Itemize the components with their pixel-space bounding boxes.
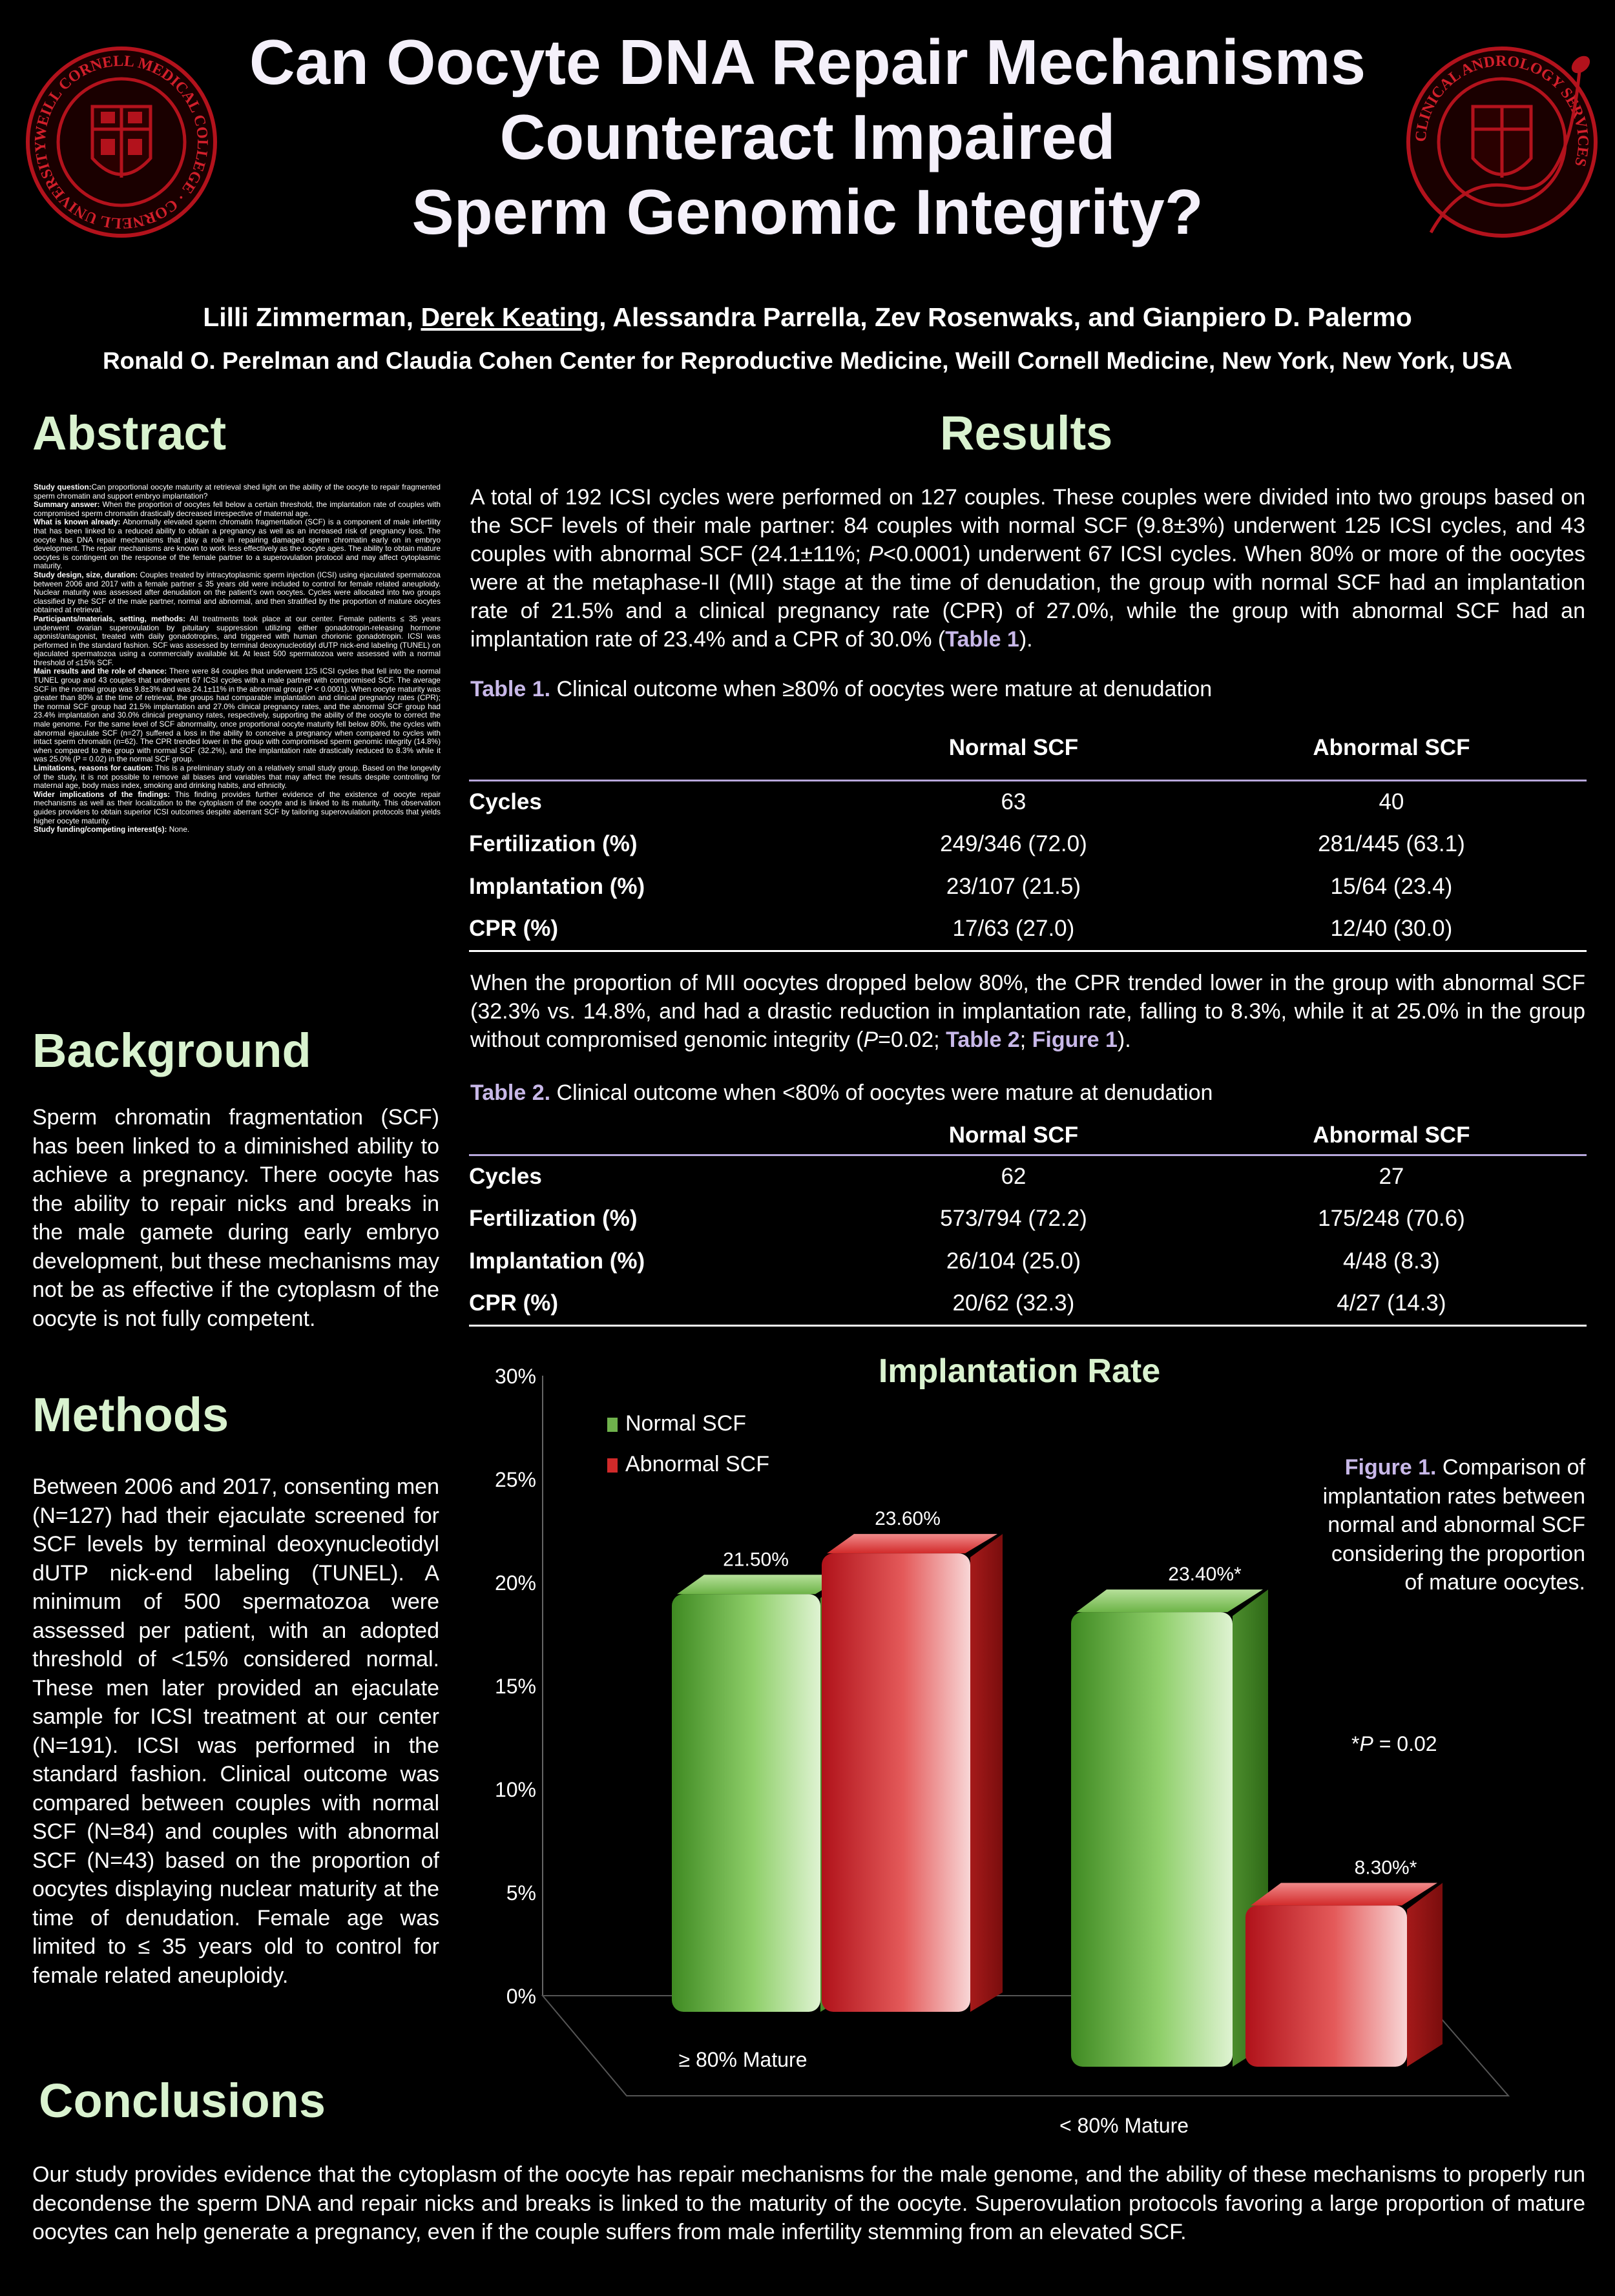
abstract-paragraph <box>34 791 441 825</box>
bar-front-face <box>1245 1905 1407 2067</box>
presenting-author: Derek Keating <box>421 302 599 332</box>
conclusions-heading: Conclusions <box>39 2074 326 2127</box>
table1 <box>469 735 1587 952</box>
table2-col-normal: Normal SCF <box>948 1122 1079 1148</box>
abstract-paragraph-label: What is known already: <box>34 517 121 527</box>
title-line-1: Can Oocyte DNA Repair Mechanisms <box>249 26 1366 98</box>
abstract-paragraph <box>34 764 441 791</box>
table-row: Cycles 63 40 <box>469 789 1404 814</box>
abstract-paragraph <box>34 667 441 764</box>
background-text: Sperm chromatin fragmentation (SCF) has been linked to a diminished ability to achieve a pregnancy. There oocyte has the ability to repair nicks and breaks in the male gamete during early embryo development, but these mechanisms may not be as effective if the cytoplasm of the oocyte is not fully competent. <box>32 1105 439 1331</box>
bar-top-face <box>1076 1589 1263 1612</box>
bar-side-face <box>1407 1883 1443 2067</box>
chart-title: Implantation Rate <box>878 1352 1161 1390</box>
abstract-paragraph-text: Couples treated by intracytoplasmic sperm injection (ICSI) using ejaculated spermatozoa between 2006 and 2017 with a female partner ≤ 35 years old were included to control for female related aneuploidy. Nuclear maturity was assessed after denudation on the patient's own oocytes. Cycles were allocated into two groups classified by the SCF of the male partner, normal and abnormal, and then stratified by the proportion of mature oocytes obtained at retrieval. <box>34 570 441 615</box>
table2-caption: Table 2. Clinical outcome when <80% of oocytes were mature at denudation <box>470 1081 1213 1105</box>
y-tick-label: 0% <box>506 1985 536 2008</box>
y-tick-label: 15% <box>494 1675 536 1698</box>
bar-side-face <box>970 1534 1003 2012</box>
abstract-paragraph <box>34 615 441 668</box>
table2-col-0 <box>469 1117 831 1155</box>
abstract-paragraph-text: This finding provides further evidence of the existence of oocyte repair mechanisms as well as their localization to the cytoplasm of the oocyte and is linked to its maturity. This observation guides providers to obtain superior ICSI outcomes despite aberrant SCF by tailoring superovulation protocols that yields higher oocyte maturity. <box>34 789 441 825</box>
table1-col-normal: Normal SCF <box>948 735 1079 760</box>
title-line-3: Sperm Genomic Integrity? <box>412 176 1203 247</box>
y-tick-label: 25% <box>494 1468 536 1491</box>
chart-bar-normal-1 <box>1071 1589 1268 2067</box>
methods-heading: Methods <box>32 1388 229 1442</box>
abstract-heading: Abstract <box>32 406 227 460</box>
poster-title <box>0 25 1615 249</box>
legend-swatch-abnormal <box>607 1458 618 1473</box>
abstract-paragraph-text: Abnormally elevated sperm chromatin fragmentation (SCF) is a component of male infertility that has been linked to a reduced ability to obtain a pregnancy as well as an increased risk of pregnancy loss. The oocyte has DNA repair mechanisms that play a role in repairing damaged sperm chromatin early on in embryo development. The repair mechanisms are known to work less effectively as the oocyte ages. The ability to obtain mature oocytes is contingent on the response of the female partner to a superovulation protocol and may affect cytoplasmic maturity. <box>34 517 441 571</box>
table-row: Fertilization (%) 573/794 (72.2) 175/248 (70.6) <box>469 1206 1465 1231</box>
y-tick-label: 10% <box>494 1778 536 1801</box>
abstract-paragraph-text: There were 84 couples that underwent 125 ICSI cycles that fell into the normal TUNEL group and 43 couples that underwent 67 ICSI cycles with a male partner with compromised SCF. The average SCF in the normal group was 9.8±3% and was 24.1±11% in the abnormal group (P < 0.0001). When oocyte maturity was greater than 80% at the time of retrieval, the groups had comparable implantation and clinical pregnancy rates (CPR); the normal SCF group had 21.5% implantation and 27.0% clinical pregnancy rates, and the abnormal SCF group had 23.4% implantation and 30.0% clinical pregnancy rates, respectively, supporting the ability of the oocyte to correct the male genome. For the same level of SCF abnormality, once proportional oocyte maturity fell below 80%, the cycles with abnormal ejaculate SCF (n=27) suffered a loss in the ability to conceive a pregnancy when compared to cycles with intact sperm chromatin (n=62). The CPR trended lower in the group with compromised sperm genomic integrity (14.8%) when compared to the group with normal SCF (32.2%), and the implantation rate drastically reduced to 8.3% while it was 25.0% (P = 0.02) in the normal SCF group. <box>34 667 441 764</box>
authors: Lilli Zimmerman, Derek Keating, Alessandra Parrella, Zev Rosenwaks, and Gianpiero D. Palermo <box>203 302 1412 332</box>
x-category-label: ≥ 80% Mature <box>678 2048 808 2071</box>
bar-data-label: 23.40%* <box>1168 1564 1242 1586</box>
abstract-paragraph-text: This is a preliminary study on a relatively small study group. Based on the longevity of the study, it is not possible to remove all biases and variables that may affect the results despite controlling for maternal age, body mass index, smoking and drinking habits, and ethnicity. <box>34 763 441 791</box>
table-row: Implantation (%) 26/104 (25.0) 4/48 (8.3) <box>469 1248 1440 1274</box>
abstract-paragraph <box>34 501 441 518</box>
abstract-paragraph-label: Study question: <box>34 482 92 491</box>
abstract-paragraph-label: Participants/materials, setting, methods: <box>34 614 186 623</box>
table1-caption: Table 1. Clinical outcome when ≥80% of oocytes were mature at denudation <box>470 677 1213 701</box>
table1-col-abnormal: Abnormal SCF <box>1313 735 1470 760</box>
abstract-paragraph-label: Limitations, reasons for caution: <box>34 763 153 772</box>
abstract-paragraph-label: Main results and the role of chance: <box>34 667 167 676</box>
title-line-2: Counteract Impaired <box>499 101 1116 172</box>
legend-swatch-normal <box>607 1418 618 1432</box>
y-tick-label: 20% <box>494 1571 536 1595</box>
abstract-body <box>34 483 441 834</box>
right-logo-text: CLINICAL ANDROLOGY SERVICES <box>1412 52 1592 169</box>
bar-front-face <box>822 1553 970 2012</box>
table2-col-abnormal: Abnormal SCF <box>1313 1122 1470 1148</box>
legend-label-normal: Normal SCF <box>625 1411 747 1436</box>
bar-data-label: 8.30%* <box>1354 1857 1417 1879</box>
abstract-paragraph-label: Study funding/competing interest(s): <box>34 825 167 834</box>
table1-col-0 <box>469 735 831 780</box>
abstract-paragraph-text: When the proportion of oocytes fell below a certain threshold, the implantation rate of couples with compromised sperm chromatin drastically decreased irrespective of maternal age. <box>34 500 441 518</box>
table-row: Fertilization (%) 249/346 (72.0) 281/445 (63.1) <box>469 831 1465 856</box>
abstract-paragraph-label: Wider implications of the findings: <box>34 789 171 799</box>
abstract-paragraph-label: Summary answer: <box>34 500 100 510</box>
table-row: CPR (%) 17/63 (27.0) 12/40 (30.0) <box>469 908 1587 951</box>
chart-legend <box>607 1411 769 1476</box>
bar-top-face <box>827 1534 997 1553</box>
methods-text: Between 2006 and 2017, consenting men (N=127) had their ejaculate screened for SCF levels by terminal deoxynucleotidyl dUTP nick-end labeling (TUNEL). A minimum of 500 spermatozoa were assessed per patient, with an adopted threshold of <15% considered normal. These men later provided an ejaculate sample for ICSI treatment at our center (N=191). ICSI was performed in the standard fashion. Clinical outcome was compared between couples with normal SCF (N=84) and couples with abnormal SCF (N=43) based on the proportion of oocytes displaying nuclear maturity at the time of denudation. Female age was limited to ≤ 35 years old to control for female related aneuploidy. <box>32 1474 439 1988</box>
abstract-paragraph <box>34 518 441 571</box>
chart-bar-abnormal-0 <box>822 1534 1003 2012</box>
abstract-paragraph <box>34 825 441 834</box>
results-paragraph-1: A total of 192 ICSI cycles were performed on 127 couples. These couples were divided into two groups based on the SCF levels of their male partner: 84 couples with normal SCF (9.8±3%) underwent 125 ICSI cycles, and 43 couples with abnormal SCF (24.1±11%; P<0.0001) underwent 67 ICSI cycles. When 80% or more of the oocytes were at the metaphase-II (MII) stage at the time of denudation, the group with normal SCF had an implantation rate of 21.5% and a clinical pregnancy rate (CPR) of 27.0%, while the group with abnormal SCF had an implantation rate of 23.4% and a CPR of 30.0% (Table 1). <box>470 485 1585 652</box>
bar-front-face <box>1071 1612 1233 2067</box>
x-category-label: < 80% Mature <box>1059 2114 1189 2137</box>
bar-top-face <box>1251 1883 1437 1905</box>
table-row: Cycles 62 27 <box>469 1163 1404 1189</box>
table2 <box>469 1117 1587 1327</box>
abstract-paragraph-text: All treatments took place at our center. Female patients ≤ 35 years underwent ovarian superovulation by pituitary suppression utilizing either gonadotropin-releasing hormone agonist/antagonist, treated with daily gonadotropins, and triggered with human chorionic gonadotropin. ICSI was performed in the standard fashion. SCF was assessed by terminal deoxynucleotidyl dUTP nick-end labeling (TUNEL) on ejaculated spermatozoa using a commercially available kit. At least 500 spermatozoa were assessed with a normal threshold of ≤15% SCF. <box>34 614 441 667</box>
legend-label-abnormal: Abnormal SCF <box>625 1452 769 1476</box>
figure1-caption: Figure 1. Comparison of implantation rates between normal and abnormal SCF considering the proportion of mature oocytes. <box>1322 1455 1585 1595</box>
chart-bar-abnormal-1 <box>1245 1883 1443 2067</box>
background-heading: Background <box>32 1024 311 1077</box>
left-logo-text: WEILL CORNELL MEDICAL COLLEGE · CORNELL UNIVERSITY <box>32 52 211 232</box>
table-row: CPR (%) 20/62 (32.3) 4/27 (14.3) <box>469 1283 1587 1325</box>
y-tick-label: 30% <box>494 1365 536 1388</box>
affiliation: Ronald O. Perelman and Claudia Cohen Center for Reproductive Medicine, Weill Cornell Medicine, New York, New York, USA <box>102 347 1513 374</box>
conclusions-text: Our study provides evidence that the cytoplasm of the oocyte has repair mechanisms for the male genome, and the ability of these mechanisms to properly run decondense the sperm DNA and repair nicks and breaks is linked to the maturity of the oocyte. Superovulation protocols favoring a large proportion of mature oocytes can help generate a pregnancy, even if the couple suffers from male infertility stemming from an elevated SCF. <box>32 2162 1585 2244</box>
abstract-paragraph-label: Study design, size, duration: <box>34 570 138 579</box>
abstract-paragraph <box>34 571 441 615</box>
bar-data-label: 23.60% <box>875 1508 941 1530</box>
abstract-paragraph <box>34 483 441 501</box>
figure-pvalue-note: *P = 0.02 <box>1351 1732 1437 1755</box>
y-tick-label: 5% <box>506 1881 536 1905</box>
results-paragraph-2: When the proportion of MII oocytes dropped below 80%, the CPR trended lower in the group with abnormal SCF (32.3% vs. 14.8%, and had a drastic reduction in implantation rate, falling to 8.3%, while it at 25.0% in the group without compromised genomic integrity (P=0.02; Table 2; Figure 1). <box>470 971 1585 1052</box>
bar-data-label: 21.50% <box>723 1549 789 1571</box>
abstract-paragraph-text: None. <box>167 825 190 834</box>
results-heading: Results <box>940 406 1113 460</box>
abstract-paragraph-text: Can proportional oocyte maturity at retrieval shed light on the ability of the oocyte to repair fragmented sperm chromatin and support embryo implantation? <box>34 482 441 501</box>
table-row: Implantation (%) 23/107 (21.5) 15/64 (23.4) <box>469 874 1453 899</box>
bar-front-face <box>672 1594 820 2012</box>
